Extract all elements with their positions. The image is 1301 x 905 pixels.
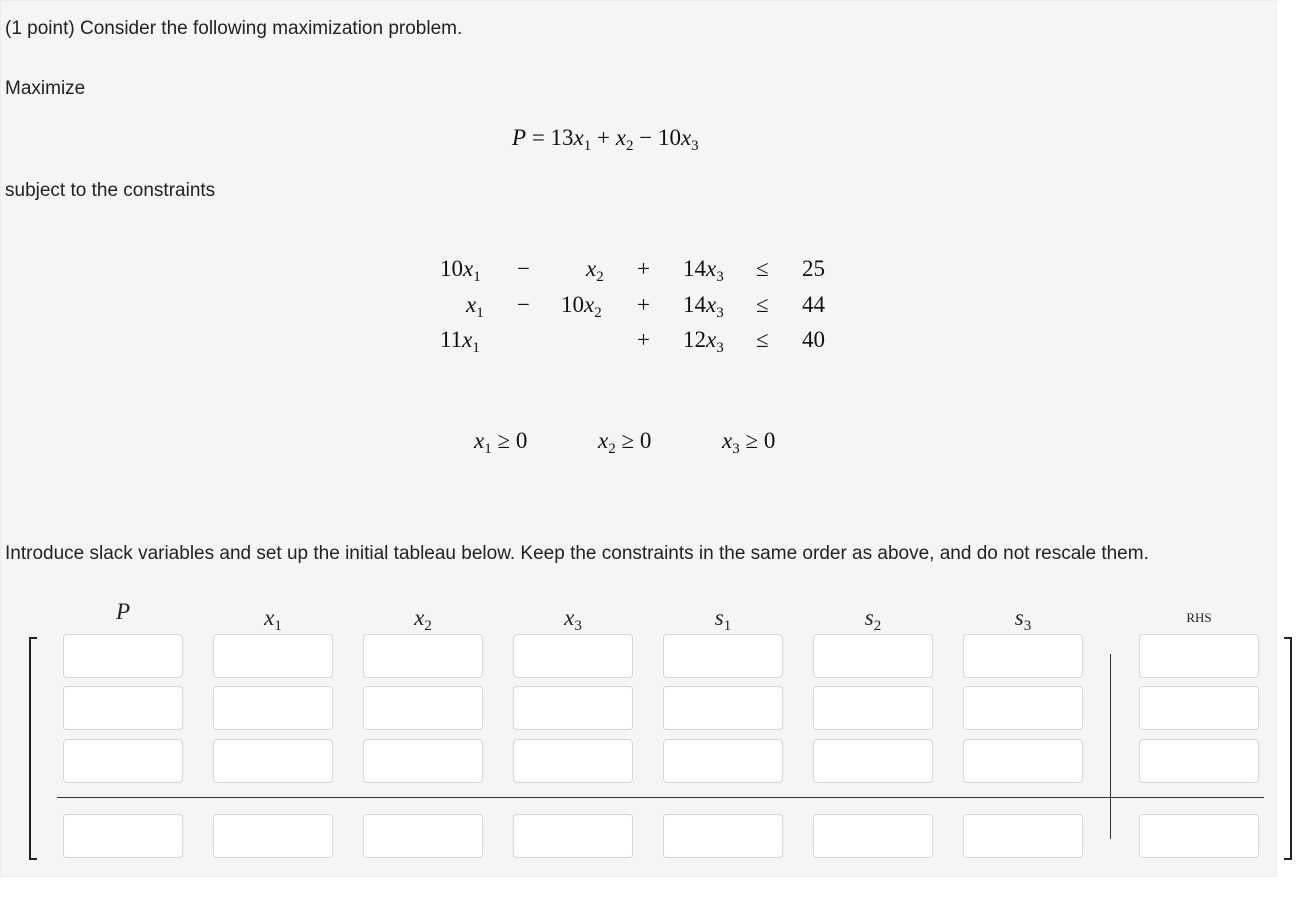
tableau-objective-divider (57, 797, 1264, 798)
tableau-input-constraint-1-p[interactable] (63, 634, 183, 678)
tableau-input-constraint-3-rhs[interactable] (1139, 739, 1259, 783)
tableau-input-constraint-2-p[interactable] (63, 686, 183, 730)
tableau-input-constraint-1-s1[interactable] (663, 634, 783, 678)
constraint-1-op1: − (517, 256, 530, 281)
constraint-1-x1: $10x_1$ (440, 256, 481, 285)
objective-lhs: P (512, 125, 527, 150)
tableau-header-p: P (115, 599, 131, 624)
objective-term-1-sub: 1 (583, 138, 592, 154)
tableau-header-x3: $x_3$ (564, 605, 582, 634)
tableau-input-objective-s1[interactable] (663, 814, 783, 858)
tableau-input-constraint-3-x2[interactable] (363, 739, 483, 783)
tableau-header-x1: $x_1$ (264, 605, 282, 634)
constraint-2-rel: ≤ (756, 292, 769, 317)
nonneg-x2: $x_2 \ge 0$ (598, 428, 652, 457)
constraint-1-x2: $x_2$ (586, 256, 604, 285)
objective-function (512, 125, 699, 155)
constraint-2-rhs: 44 (802, 292, 825, 317)
tableau-input-constraint-3-p[interactable] (63, 739, 183, 783)
tableau-input-constraint-2-x3[interactable] (513, 686, 633, 730)
tableau-right-bracket (1284, 637, 1292, 860)
tableau-input-constraint-1-x3[interactable] (513, 634, 633, 678)
objective-term-3-var: x (680, 125, 692, 150)
tableau-input-constraint-2-x2[interactable] (363, 686, 483, 730)
tableau-input-constraint-2-x1[interactable] (213, 686, 333, 730)
objective-term-3-coef: 10 (657, 125, 681, 150)
constraint-3-x3-coef: 12 (683, 327, 706, 352)
constraint-1-x3-coef: 14 (683, 256, 706, 281)
tableau-rhs-divider (1110, 654, 1111, 839)
tableau-header-rhs: RHS (1186, 610, 1212, 625)
constraint-2-x3-coef: 14 (683, 292, 706, 317)
subject-label: subject to the constraints (5, 180, 216, 201)
tableau-input-constraint-1-x2[interactable] (363, 634, 483, 678)
tableau-input-constraint-2-rhs[interactable] (1139, 686, 1259, 730)
tableau-input-constraint-1-x1[interactable] (213, 634, 333, 678)
tableau-header-x2: $x_2$ (414, 605, 432, 634)
objective-term-2-sub: 2 (625, 138, 634, 154)
tableau-header-s2: $s_2$ (864, 605, 882, 634)
tableau-input-objective-s3[interactable] (963, 814, 1083, 858)
tableau-input-objective-p[interactable] (63, 814, 183, 858)
maximize-label: Maximize (5, 78, 86, 99)
constraint-2-x2: $10x_2$ (561, 292, 602, 321)
constraint-3-op2: + (637, 327, 650, 352)
tableau-header-s1: $s_1$ (714, 605, 732, 634)
constraint-2-op1: − (517, 292, 530, 317)
problem-intro: (1 point) Consider the following maximization problem. (5, 18, 463, 39)
constraint-3-x1-coef: 11 (440, 327, 463, 352)
objective-term-1-var: x (573, 125, 584, 150)
tableau-input-constraint-1-s2[interactable] (813, 634, 933, 678)
tableau-input-objective-s2[interactable] (813, 814, 933, 858)
objective-op-2: + (597, 125, 610, 150)
constraint-2-x1: $x_1$ (466, 292, 484, 321)
objective-term-1-coef: 13 (550, 125, 574, 150)
constraint-1-x3: $14x_3$ (683, 256, 724, 285)
constraint-1-rhs: 25 (802, 256, 825, 281)
tableau-input-constraint-3-x1[interactable] (213, 739, 333, 783)
constraint-2-x2-coef: 10 (561, 292, 584, 317)
tableau-input-objective-x3[interactable] (513, 814, 633, 858)
tableau-input-constraint-3-s1[interactable] (663, 739, 783, 783)
constraint-1-op2: + (637, 256, 650, 281)
objective-equals: = (531, 125, 545, 150)
constraint-3-x1: $11x_1$ (440, 327, 480, 356)
instructions-text: Introduce slack variables and set up the initial tableau below. Keep the constraints in the same order as above, and do not rescale them. (5, 543, 1149, 564)
tableau-header-s3: $s_3$ (1014, 605, 1032, 634)
constraint-1-x1-coef: 10 (440, 256, 463, 281)
tableau-input-objective-rhs[interactable] (1139, 814, 1259, 858)
tableau-input-objective-x2[interactable] (363, 814, 483, 858)
tableau-input-constraint-1-rhs[interactable] (1139, 634, 1259, 678)
tableau-input-constraint-3-s3[interactable] (963, 739, 1083, 783)
constraint-1-rel: ≤ (756, 256, 769, 281)
constraint-2-op2: + (637, 292, 650, 317)
tableau-input-constraint-2-s2[interactable] (813, 686, 933, 730)
objective-term-3-sub: 3 (691, 138, 699, 154)
tableau-input-constraint-3-x3[interactable] (513, 739, 633, 783)
constraint-3-x3: $12x_3$ (683, 327, 724, 356)
constraint-3-rhs: 40 (802, 327, 825, 352)
tableau-input-constraint-2-s3[interactable] (963, 686, 1083, 730)
objective-term-2-var: x (615, 125, 626, 150)
tableau-input-constraint-1-s3[interactable] (963, 634, 1083, 678)
objective-op-3: − (639, 125, 653, 150)
tableau-input-objective-x1[interactable] (213, 814, 333, 858)
nonneg-x1: $x_1 \ge 0$ (474, 428, 528, 457)
constraint-2-x3: $14x_3$ (683, 292, 724, 321)
constraint-3-rel: ≤ (756, 327, 769, 352)
tableau-input-constraint-2-s1[interactable] (663, 686, 783, 730)
nonneg-x3: $x_3 \ge 0$ (722, 428, 776, 457)
tableau-left-bracket (29, 637, 37, 860)
tableau-input-constraint-3-s2[interactable] (813, 739, 933, 783)
